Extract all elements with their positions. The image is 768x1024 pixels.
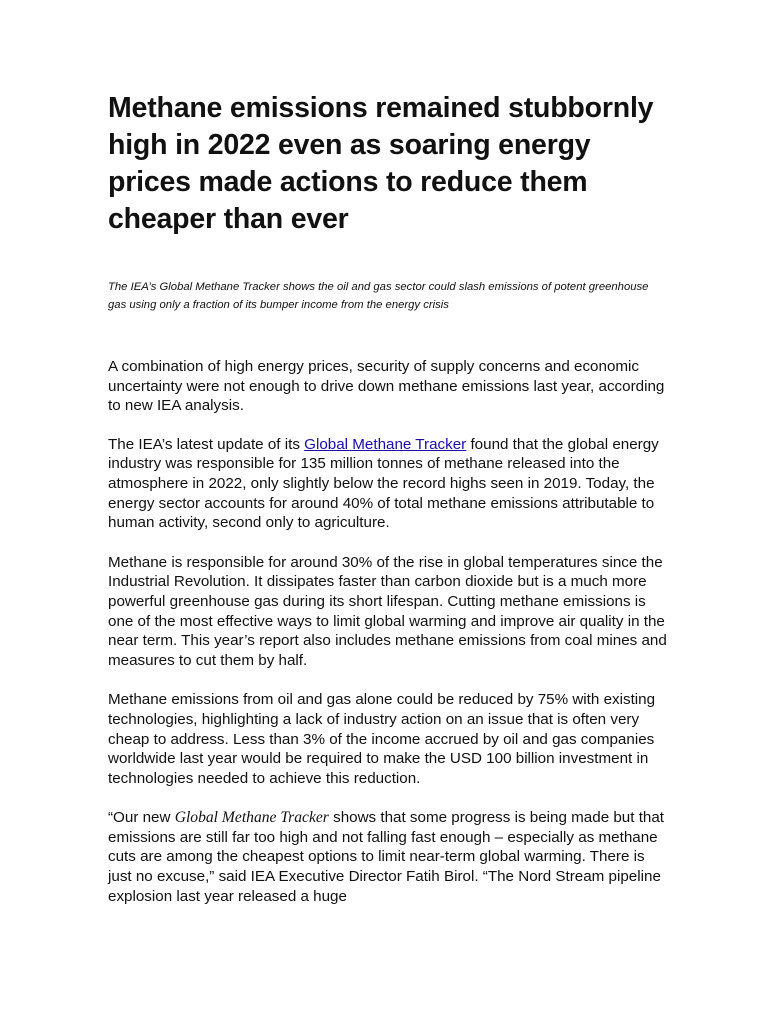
tracker-name-italic: Global Methane Tracker (174, 809, 329, 827)
paragraph-1: A combination of high energy prices, security of supply concerns and economic uncertainty were not enough to drive down methane emissions last year, according to new IEA analysis. (108, 358, 665, 415)
paragraph-5-text-end: shows that some progress is being made but that emissions are still far too high and not falling fast enough – especially as methane cuts are among the cheapest options to limit near-term global warming. There is just no excuse,” said IEA Executive Director Fatih Birol. “The Nord Stream pipeline explosion last year released a huge (108, 809, 665, 905)
paragraph-4: Methane emissions from oil and gas alone could be reduced by 75% with existing technologies, highlighting a lack of industry action on an issue that is often very cheap to address. Less than 3% of the income accrued by oil and gas companies worldwide last year would be required to make the USD 100 billion investment in technologies needed to achieve this reduction. (108, 691, 656, 787)
paragraph-2-text-end: found that the global energy industry was responsible for 135 million tonnes of methane released into the atmosphere in 2022, only slightly below the record highs seen in 2019. Today, the energy sector accounts for around 40% of total methane emissions attributable to human activity, second only to agriculture. (108, 435, 659, 532)
paragraph-5-text-start: “Our new (108, 809, 175, 827)
paragraph-3: Methane is responsible for around 30% of the rise in global temperatures since the Industrial Revolution. It dissipates faster than carbon dioxide but is a much more powerful greenhouse gas during its short lifespan. Cutting methane emissions is one of the most effective ways to limit global warming and improve air quality in the near term. This year’s report also includes methane emissions from coal mines and measures to cut them by half. (108, 553, 667, 669)
paragraph-2 (108, 435, 668, 533)
article (108, 90, 668, 906)
paragraph-5 (108, 808, 668, 906)
global-methane-tracker-link[interactable]: Global Methane Tracker (304, 435, 467, 453)
article-standfirst: The IEA’s Global Methane Tracker shows the oil and gas sector could slash emissions of potent greenhouse gas using only a fraction of its bumper income from the energy crisis (108, 281, 649, 311)
article-headline: Methane emissions remained stubbornly high in 2022 even as soaring energy prices made actions to reduce them cheaper than ever (108, 92, 654, 235)
paragraph-2-text-start: The IEA’s latest update of its (108, 435, 305, 453)
